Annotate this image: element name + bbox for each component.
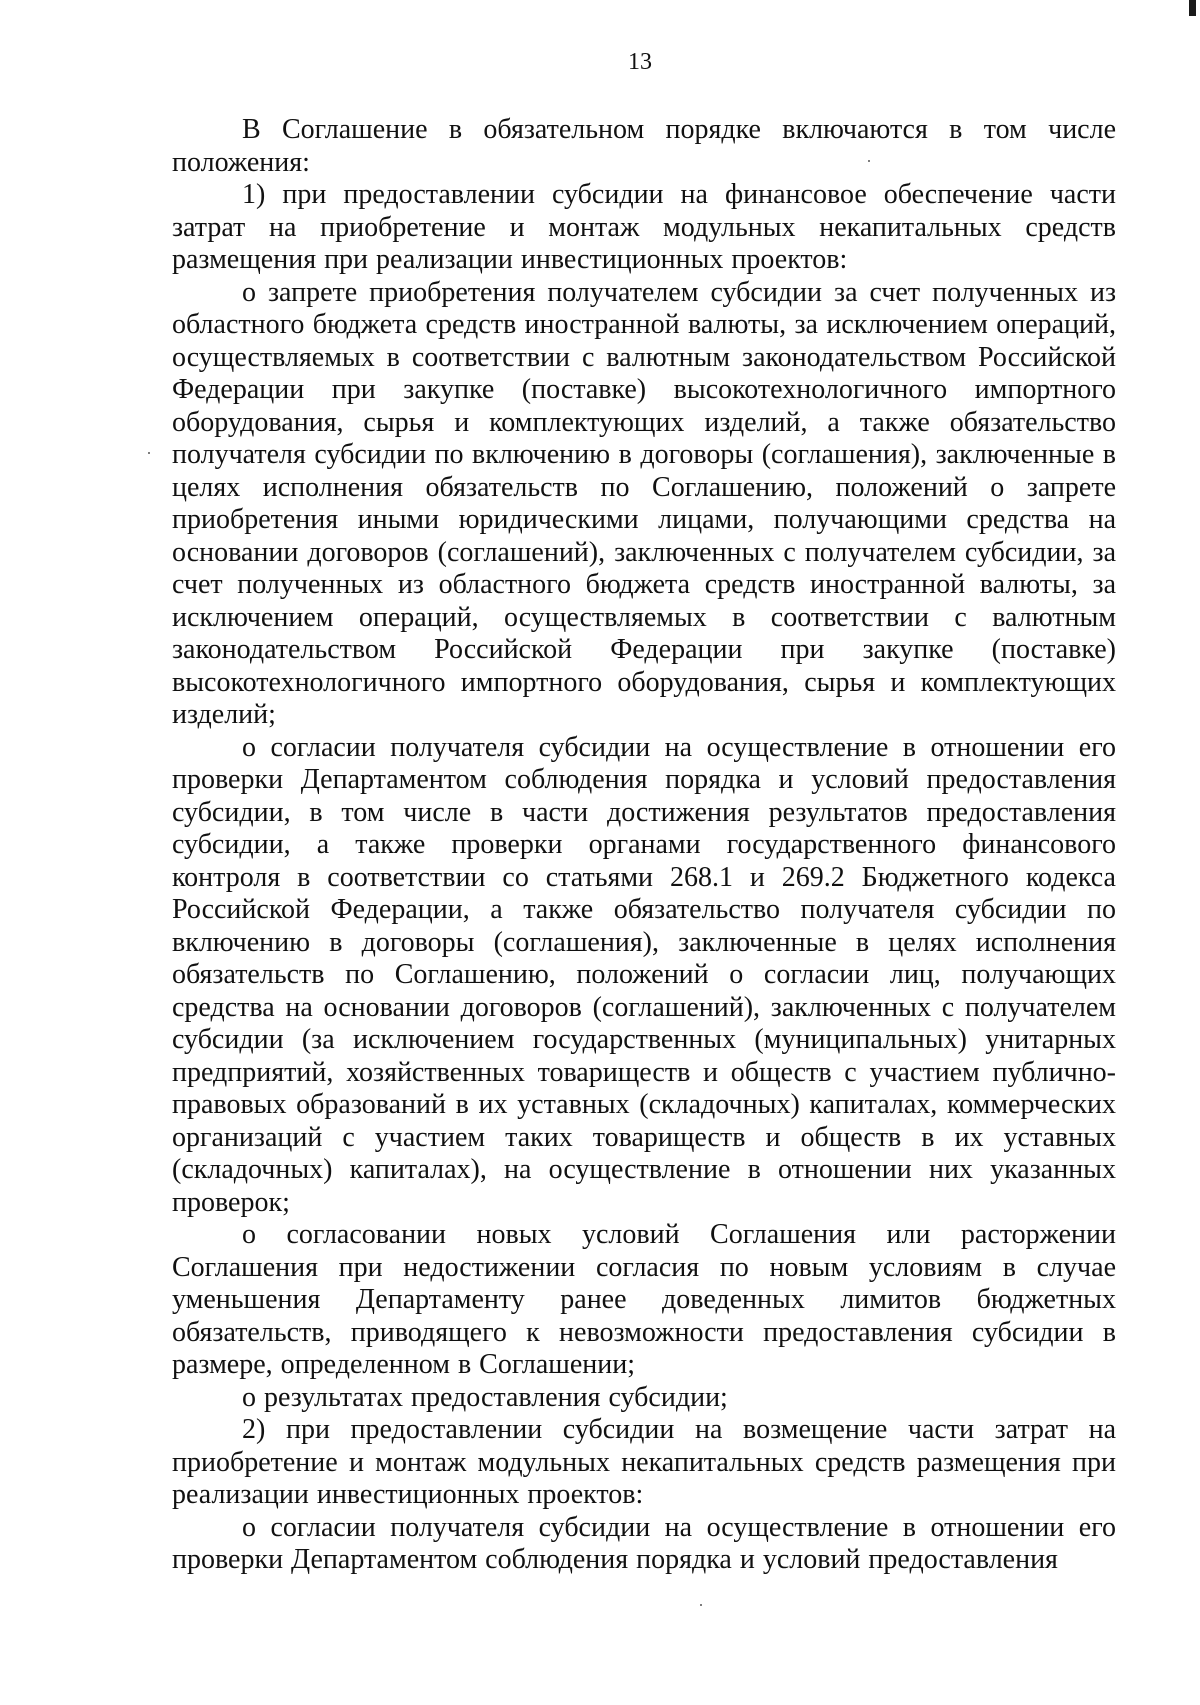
paragraph-intro: В Соглашение в обязательном порядке включаются в том числе положения: [172, 114, 1116, 178]
paragraph-item-2: 2) при предоставлении субсидии на возмещение части затрат на приобретение и монтаж модульных некапитальных средств размещения при реализации инвестиционных проектов: [172, 1414, 1116, 1510]
scan-speck [700, 1604, 702, 1606]
scan-edge-mark [1189, 0, 1196, 16]
document-body [172, 114, 1116, 1577]
page-number: 13 [628, 49, 652, 75]
paragraph-results: о результатах предоставления субсидии; [242, 1381, 728, 1413]
paragraph-currency-ban: о запрете приобретения получателем субсидии за счет полученных из областного бюджета средств иностранной валюты, за исключением операций, осуществляемых в соответствии с валютным законодательством Российской Федерации при закупке (поставке) высокотехнологичного импортного оборудования, сырья и комплектующих изделий, а также обязательство получателя субсидии по включению в договоры (соглашения), заключенные в целях исполнения обязательств по Соглашению, положений о запрете приобретения иными юридическими лицами, получающими средства на основании договоров (соглашений), заключенных с получателем субсидии, за счет полученных из областного бюджета средств иностранной валюты, за исключением операций, осуществляемых в соответствии с валютным законодательством Российской Федерации при закупке (поставке) высокотехнологичного импортного оборудования, сырья и комплектующих изделий; [172, 276, 1116, 730]
paragraph-item-1: 1) при предоставлении субсидии на финансовое обеспечение части затрат на приобретение и монтаж модульных некапитальных средств размещения при реализации инвестиционных проектов: [172, 179, 1116, 275]
scan-speck [148, 452, 150, 454]
paragraph-inspection-consent: о согласии получателя субсидии на осуществление в отношении его проверки Департаментом соблюдения порядка и условий предоставления субсидии, в том числе в части достижения результатов предоставления субсидии, а также проверки органами государственного финансового контроля в соответствии со статьями 268.1 и 269.2 Бюджетного кодекса Российской Федерации, а также обязательство получателя субсидии по включению в договоры (соглашения), заключенные в целях исполнения обязательств по Соглашению, положений о согласии лиц, получающих средства на основании договоров (соглашений), заключенных с получателем субсидии (за исключением государственных (муниципальных) унитарных предприятий, хозяйственных товариществ и обществ с участием публично-правовых образований в их уставных (складочных) капиталах, коммерческих организаций с участием таких товариществ и обществ в их уставных (складочных) капиталах), на осуществление в отношении них указанных проверок; [172, 731, 1116, 1218]
paragraph-inspection-consent-2: о согласии получателя субсидии на осуществление в отношении его проверки Департаментом соблюдения порядка и условий предоставления [172, 1511, 1116, 1575]
paragraph-new-conditions: о согласовании новых условий Соглашения или расторжении Соглашения при недостижении согласия по новым условиям в случае уменьшения Департаменту ранее доведенных лимитов бюджетных обязательств, приводящего к невозможности предоставления субсидии в размере, определенном в Соглашении; [172, 1219, 1116, 1380]
